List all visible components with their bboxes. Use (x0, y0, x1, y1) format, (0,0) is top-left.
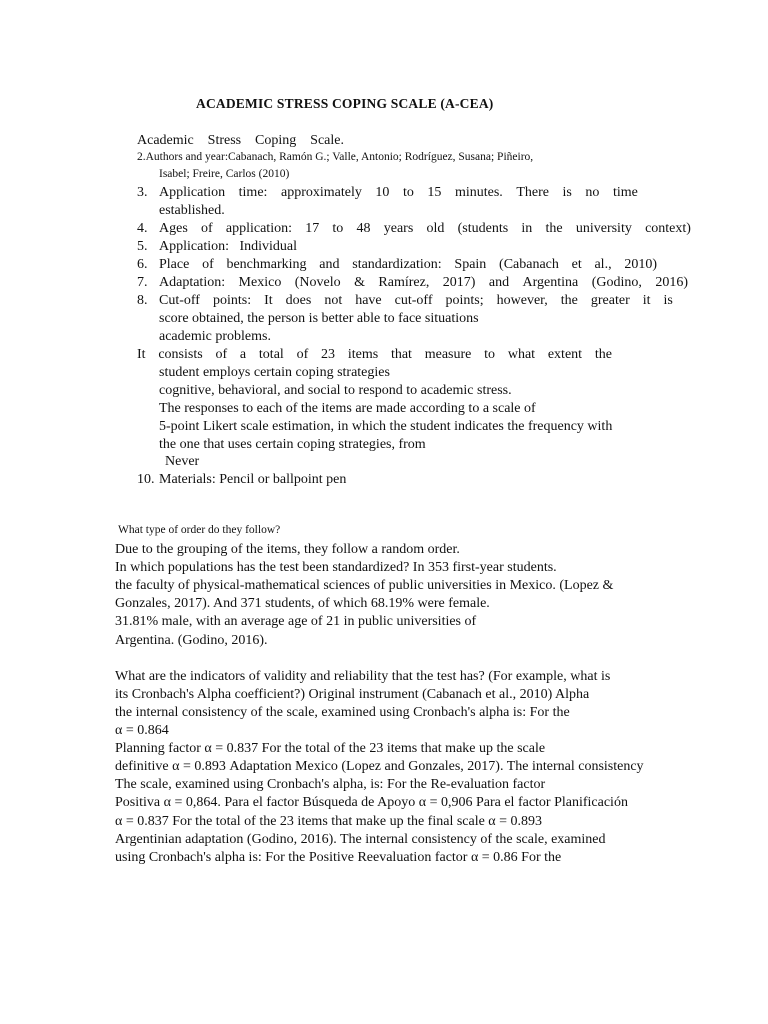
word: context) (645, 221, 691, 236)
word: It (264, 293, 273, 308)
word: to (484, 347, 496, 362)
word: years (383, 221, 414, 236)
item-6-line (159, 256, 657, 273)
document-title: ACADEMIC STRESS COPING SCALE (A-CEA) (196, 96, 494, 111)
item-3-line-1 (159, 184, 638, 201)
word: cut-off (394, 293, 433, 308)
item-number-5: 5. (137, 239, 148, 254)
word: 15 (427, 185, 442, 200)
order-question: What type of order do they follow? (118, 524, 281, 536)
scale-name-line (137, 132, 344, 149)
word: of (202, 257, 214, 272)
body-line: the faculty of physical-mathematical sciences of public universities in Mexico. (Lopez & (115, 578, 614, 594)
body-line: Argentina. (Godino, 2016). (115, 632, 268, 648)
word: the (594, 347, 612, 362)
body-line: α = 0.837 For the total of the 23 items that make up the final scale α = 0.893 (115, 813, 543, 829)
body-line: The scale, examined using Cronbach's alpha, is: For the Re-evaluation factor (115, 777, 546, 793)
item-10-line: Materials: Pencil or ballpoint pen (159, 472, 347, 487)
word: extent (547, 347, 583, 362)
word: and (319, 257, 340, 272)
word: Coping (255, 133, 297, 148)
word: to (332, 221, 344, 236)
word: Spain (454, 257, 487, 272)
word: Stress (207, 133, 242, 148)
word: university (575, 221, 632, 236)
body-line: Due to the grouping of the items, they follow a random order. (115, 542, 460, 557)
authors-line-2: Isabel; Freire, Carlos (2010) (159, 168, 290, 180)
item-number-4: 4. (137, 221, 148, 236)
body-line: its Cronbach's Alpha coefficient?) Original instrument (Cabanach et al., 2010) Alpha (115, 686, 590, 702)
word: no (585, 185, 600, 200)
word: (Novelo (294, 275, 341, 290)
word: Place (159, 257, 190, 272)
word: greater (590, 293, 630, 308)
item-number-8: 8. (137, 293, 148, 308)
word: points; (445, 293, 484, 308)
word: minutes. (454, 185, 503, 200)
word: Argentina (522, 275, 579, 290)
body-line: What are the indicators of validity and reliability that the test has? (For example, what is (115, 668, 611, 684)
word: 2017) (442, 275, 476, 290)
word: does (285, 293, 312, 308)
word: time: (238, 185, 268, 200)
word: points: (212, 293, 252, 308)
authors-line-1: 2.Authors and year:Cabanach, Ramón G.; Valle, Antonio; Rodríguez, Susana; Piñeiro, (137, 151, 534, 163)
word: 2010) (624, 257, 657, 272)
word: a (239, 347, 247, 362)
word: 17 (305, 221, 320, 236)
word: 2016) (655, 275, 688, 290)
body-line: 31.81% male, with an average age of 21 in public universities of (115, 614, 477, 630)
word: (Cabanach (499, 257, 559, 272)
word: benchmarking (226, 257, 307, 272)
word: application: (225, 221, 292, 236)
word: 48 (356, 221, 371, 236)
word: There (516, 185, 549, 200)
item-9-line-3: cognitive, behavioral, and social to respond to academic stress. (159, 383, 512, 398)
item-number-7: 7. (137, 275, 148, 290)
word: is (663, 293, 673, 308)
word: Cut-off (159, 293, 200, 308)
item-8-line-1 (159, 292, 673, 309)
body-line: Argentinian adaptation (Godino, 2016). The internal consistency of the scale, examined (115, 831, 606, 847)
item-number-10: 10. (137, 472, 155, 487)
word: have (355, 293, 382, 308)
word: and (488, 275, 510, 290)
word: consists (158, 347, 203, 362)
body-line: In which populations has the test been standardized? In 353 first-year students. (115, 560, 557, 576)
body-line: the internal consistency of the scale, examined using Cronbach's alpha is: For the (115, 704, 570, 720)
word: not (324, 293, 343, 308)
word: to (402, 185, 414, 200)
body-line: definitive α = 0.893 Adaptation Mexico (Lopez and Gonzales, 2017). The internal consistency (115, 759, 644, 775)
word: Ramírez, (378, 275, 430, 290)
word: is (562, 185, 572, 200)
word: in (521, 221, 533, 236)
word: of (296, 347, 309, 362)
word: items (347, 347, 379, 362)
body-line: Planning factor α = 0.837 For the total of the 23 items that make up the scale (115, 741, 546, 757)
word: it (642, 293, 651, 308)
word: measure (424, 347, 472, 362)
item-9-line-4: The responses to each of the items are made according to a scale of (159, 401, 536, 416)
word: al., (594, 257, 612, 272)
word: Scale. (310, 133, 344, 148)
item-3-line-2: established. (159, 203, 225, 218)
word: Ages (159, 221, 188, 236)
word: of (215, 347, 228, 362)
word: however, (496, 293, 548, 308)
word: Mexico (238, 275, 282, 290)
word: the (545, 221, 563, 236)
word: (students (457, 221, 509, 236)
word: et (571, 257, 582, 272)
word: time (612, 185, 638, 200)
word: what (507, 347, 536, 362)
word: approximately (280, 185, 362, 200)
body-line: α = 0.864 (115, 723, 169, 738)
item-7-line (159, 274, 688, 291)
item-4-line (159, 220, 691, 237)
word: 23 (321, 347, 336, 362)
word: total (258, 347, 284, 362)
word: Adaptation: (159, 275, 226, 290)
word: Academic (137, 133, 194, 148)
word: old (426, 221, 445, 236)
body-line: Positiva α = 0,864. Para el factor Búsqueda de Apoyo α = 0,906 Para el factor Planificación (115, 795, 628, 811)
word: It (137, 347, 146, 362)
item-9-line-7: Never (165, 454, 200, 469)
item-8-line-3: academic problems. (159, 329, 271, 344)
item-9-line-6: the one that uses certain coping strategies, from (159, 437, 426, 452)
word: (Godino, (591, 275, 642, 290)
body-line: using Cronbach's alpha is: For the Positive Reevaluation factor α = 0.86 For the (115, 849, 562, 865)
item-9-line-1 (137, 346, 612, 363)
word: & (354, 275, 365, 290)
item-5-line: Application: Individual (159, 239, 298, 254)
item-number-3: 3. (137, 185, 148, 200)
word: of (201, 221, 213, 236)
word: standardization: (352, 257, 442, 272)
item-number-6: 6. (137, 257, 148, 272)
item-8-line-2: score obtained, the person is better able to face situations (159, 311, 479, 326)
word: 10 (375, 185, 390, 200)
item-9-line-2: student employs certain coping strategies (159, 365, 390, 380)
word: Application (159, 185, 226, 200)
item-9-line-5: 5-point Likert scale estimation, in which the student indicates the frequency with (159, 419, 613, 434)
word: that (390, 347, 412, 362)
body-line: Gonzales, 2017). And 371 students, of which 68.19% were female. (115, 596, 490, 612)
word: the (560, 293, 578, 308)
